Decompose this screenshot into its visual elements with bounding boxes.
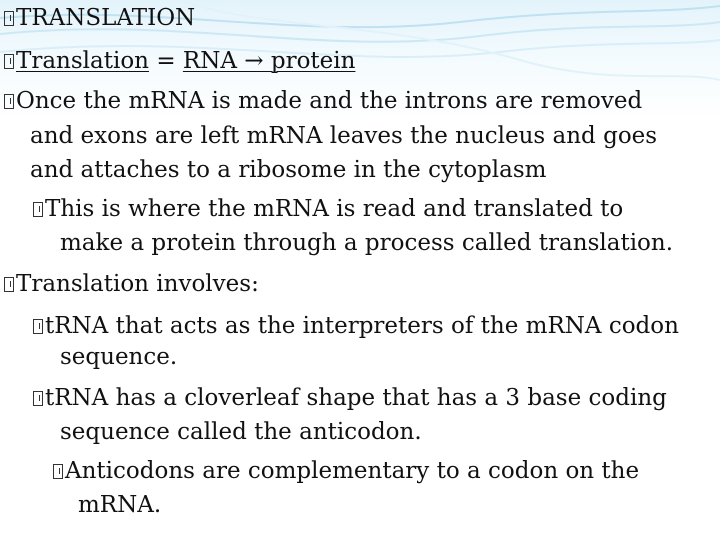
bullet-icon — [53, 464, 63, 479]
point1-text: and exons are left mRNA leaves the nucleus and goes — [30, 123, 658, 149]
point2-sub3-text: mRNA. — [78, 492, 162, 518]
point1-text: Once the mRNA is made and the introns are removed — [16, 88, 643, 114]
point2-title: Translation involves: — [16, 271, 259, 297]
point1-line — [30, 156, 546, 184]
bullet-icon — [33, 319, 43, 334]
point1-sub-line — [33, 195, 623, 223]
bullet-icon — [4, 54, 14, 69]
point1-line — [4, 87, 642, 115]
point2-sub3-text: Anticodons are complementary to a codon on the — [65, 458, 640, 484]
point2-sub2-line — [33, 384, 667, 412]
point2-line — [4, 270, 259, 298]
point1-sub-line — [60, 229, 673, 257]
heading-line — [4, 4, 195, 32]
bullet-icon — [4, 277, 14, 292]
point2-sub2-text: tRNA has a cloverleaf shape that has a 3 base coding — [45, 385, 667, 411]
point2-sub3-line — [78, 491, 161, 519]
bullet-icon — [33, 391, 43, 406]
point1-sub-text: make a protein through a process called translation. — [60, 230, 674, 256]
slide-heading: TRANSLATION — [16, 5, 196, 31]
point2-sub1-line — [33, 312, 679, 340]
point2-sub1-text: tRNA that acts as the interpreters of the mRNA codon — [45, 313, 679, 339]
point1-text: and attaches to a ribosome in the cytoplasm — [30, 157, 547, 183]
point2-sub2-line — [60, 418, 422, 446]
point2-sub2-text: sequence called the anticodon. — [60, 419, 422, 445]
bullet-icon — [4, 94, 14, 109]
bullet-icon — [4, 11, 14, 26]
point2-sub1-line — [60, 343, 177, 371]
point2-sub1-text: sequence. — [60, 344, 178, 370]
definition-term: Translation — [16, 48, 149, 74]
definition-equals: = — [156, 48, 176, 74]
bullet-icon — [33, 202, 43, 217]
point1-line — [30, 122, 657, 150]
point1-sub-text: This is where the mRNA is read and translated to — [45, 196, 624, 222]
point2-sub3-line — [53, 457, 639, 485]
definition-line — [4, 47, 355, 75]
definition-formula: RNA → protein — [182, 48, 356, 74]
